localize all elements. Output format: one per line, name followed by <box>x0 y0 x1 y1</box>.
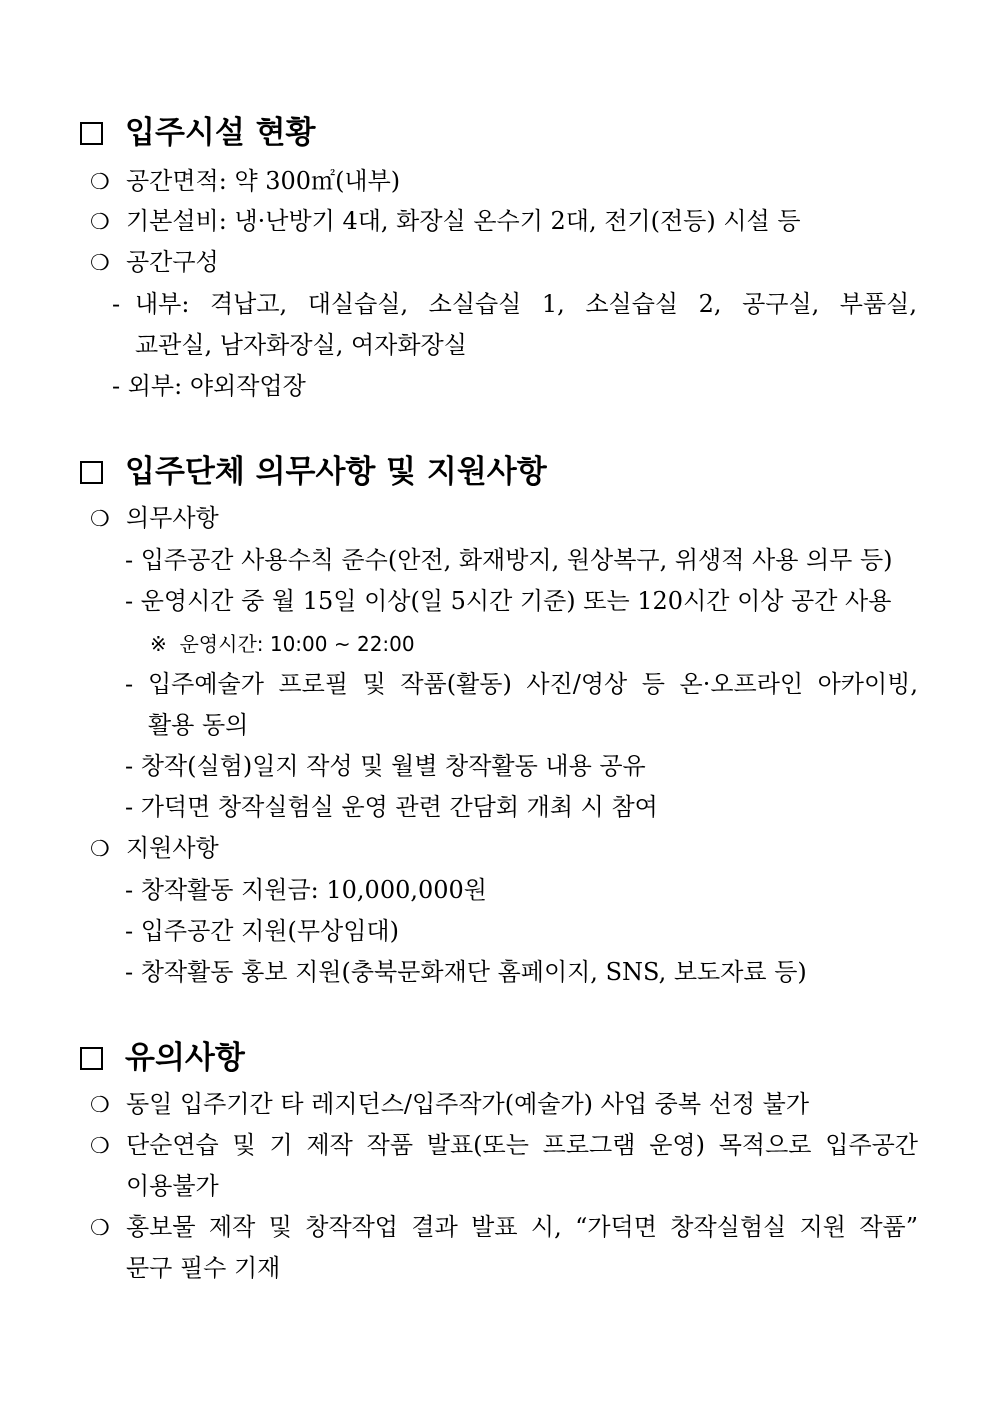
bullet-item-text: 단순연습 및 기 제작 작품 발표(또는 프로그램 운영) 목적으로 입주공간 <box>126 1131 918 1159</box>
reference-mark-icon: ※ <box>150 632 167 656</box>
dash-item: - <box>112 290 121 318</box>
bullet-item-continuation: 문구 필수 기재 <box>126 1254 281 1282</box>
dash-item-continuation: 교관실, 남자화장실, 여자화장실 <box>135 331 467 359</box>
dash-item-text: 입주예술가 프로필 및 작품(활동) 사진/영상 등 온·오프라인 아카이빙, <box>148 670 918 698</box>
bullet-item: ❍ 의무사항 <box>90 503 219 535</box>
dash-item: - 외부: 야외작업장 <box>112 372 306 400</box>
circle-bullet-icon: ❍ <box>90 251 110 276</box>
circle-bullet-icon: ❍ <box>90 210 110 235</box>
checkbox-square-icon <box>80 1047 103 1070</box>
note-line: ※ 운영시간: 10:00 ~ 22:00 <box>150 632 415 656</box>
section-heading: 입주단체 의무사항 및 지원사항 <box>80 452 547 492</box>
dash-item: - <box>125 670 134 698</box>
checkbox-square-icon <box>80 122 103 145</box>
dash-item: - 창작활동 지원금: 10,000,000원 <box>125 876 487 904</box>
section-heading: 입주시설 현황 <box>80 113 315 153</box>
bullet-item: ❍ 동일 입주기간 타 레지던스/입주작가(예술가) 사업 중복 선정 불가 <box>90 1089 809 1121</box>
bullet-item-continuation: 이용불가 <box>126 1172 219 1200</box>
circle-bullet-icon: ❍ <box>90 1093 110 1118</box>
dash-item: - 입주공간 지원(무상임대) <box>125 917 399 945</box>
bullet-item: ❍ 기본설비: 냉·난방기 4대, 화장실 온수기 2대, 전기(전등) 시설 등 <box>90 206 801 238</box>
dash-item: - 창작활동 홍보 지원(충북문화재단 홈페이지, SNS, 보도자료 등) <box>125 958 807 986</box>
dash-item: - 가덕면 창작실험실 운영 관련 간담회 개최 시 참여 <box>125 793 658 821</box>
bullet-item <box>90 1130 126 1162</box>
bullet-item: ❍ 지원사항 <box>90 833 219 865</box>
bullet-item: ❍ 공간면적: 약 300㎡(내부) <box>90 166 400 198</box>
dash-item-continuation: 활용 동의 <box>148 711 249 739</box>
circle-bullet-icon: ❍ <box>90 170 110 195</box>
dash-item: - 입주공간 사용수칙 준수(안전, 화재방지, 원상복구, 위생적 사용 의무 등) <box>125 546 893 574</box>
circle-bullet-icon: ❍ <box>90 1216 110 1241</box>
dash-item: - 창작(실험)일지 작성 및 월별 창작활동 내용 공유 <box>125 752 646 780</box>
checkbox-square-icon <box>80 461 103 484</box>
bullet-item: ❍ 공간구성 <box>90 247 219 279</box>
dash-item-text: 내부: 격납고, 대실습실, 소실습실 1, 소실습실 2, 공구실, 부품실, <box>135 290 917 318</box>
section-heading: 유의사항 <box>80 1038 245 1078</box>
circle-bullet-icon: ❍ <box>90 507 110 532</box>
circle-bullet-icon: ❍ <box>90 837 110 862</box>
dash-item: - 운영시간 중 월 15일 이상(일 5시간 기준) 또는 120시간 이상 공간 사용 <box>125 587 892 615</box>
bullet-item <box>90 1212 126 1244</box>
circle-bullet-icon: ❍ <box>90 1134 110 1159</box>
bullet-item-text: 홍보물 제작 및 창작작업 결과 발표 시, “가덕면 창작실험실 지원 작품” <box>126 1213 918 1241</box>
